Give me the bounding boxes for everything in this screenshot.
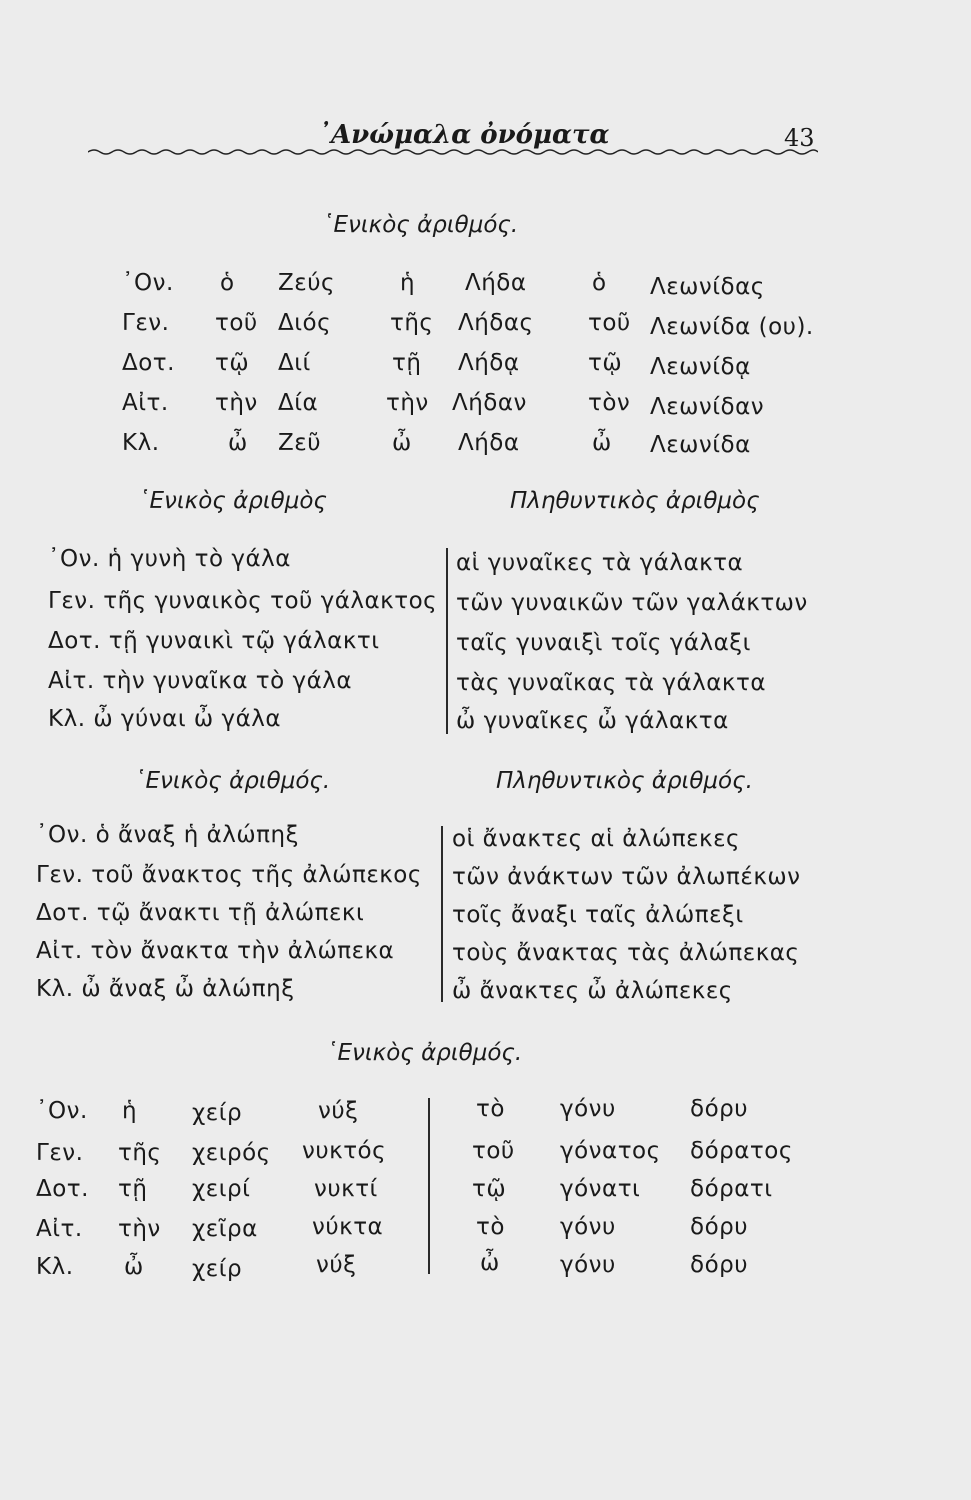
article: τὴν [215,390,258,416]
noun-form: δόρυ [690,1252,749,1278]
noun-form: νύκτα [312,1214,384,1240]
article: ἡ [400,270,416,296]
paradigm-row: ταῖς γυναιξὶ τοῖς γάλαξι [456,630,751,656]
noun-form: Λεωνίδα [650,432,751,458]
section2-heading-plural: Πληθυντικὸς ἀριθμὸς [510,488,760,514]
article: ὦ [124,1254,144,1280]
case-label: Αἰτ. [36,1216,83,1242]
noun-form: χειρί [192,1176,251,1202]
paradigm-row: τὰς γυναῖκας τὰ γάλακτα [456,670,766,696]
paradigm-row: Δοτ. τῇ γυναικὶ τῷ γάλακτι [48,628,380,654]
section1-heading: ῾Ενικὸς ἀριθμός. [322,212,519,238]
paradigm-row: ᾿Ον. ὁ ἄναξ ἡ ἀλώπηξ [36,822,299,848]
noun-form: δόρυ [690,1214,749,1240]
noun-form: Διός [278,310,332,336]
noun-form: νύξ [316,1252,357,1278]
noun-form: νύξ [318,1098,359,1124]
case-label: Κλ. [36,1254,74,1280]
article: τοῦ [472,1138,515,1164]
case-label: Γεν. [122,310,170,336]
article: ὦ [228,430,248,456]
case-label: Δοτ. [122,350,175,376]
noun-form: γόνυ [560,1096,616,1122]
noun-form: χείρ [192,1256,243,1282]
case-label: Αἰτ. [122,390,169,416]
paradigm-row: Αἰτ. τὸν ἄνακτα τὴν ἀλώπεκα [36,938,395,964]
noun-form: χειρός [192,1140,271,1166]
noun-form: Δία [278,390,319,416]
case-label: ᾿Ον. [122,270,174,296]
paradigm-row: ὦ γυναῖκες ὦ γάλακτα [456,708,729,734]
noun-form: γόνατος [560,1138,661,1164]
article: ὁ [592,270,607,296]
paradigm-row: τῶν γυναικῶν τῶν γαλάκτων [456,590,808,616]
noun-form: Λήδας [458,310,534,336]
article: ὦ [592,430,612,456]
paradigm-row: Δοτ. τῷ ἄνακτι τῇ ἀλώπεκι [36,900,365,926]
paradigm-row: τῶν ἀνάκτων τῶν ἀλωπέκων [452,864,801,890]
noun-form: Λήδαν [452,390,527,416]
noun-form: χεῖρα [192,1216,258,1242]
noun-form: νυκτός [302,1138,387,1164]
article: τὸν [588,390,631,416]
paradigm-row: ᾿Ον. ἡ γυνὴ τὸ γάλα [48,546,291,572]
noun-form: Λεωνίδα (ου). [650,314,814,340]
noun-form: Ζεῦ [278,430,321,456]
article: τὴν [118,1216,161,1242]
noun-form: Λεωνίδας [650,274,765,300]
article: τοῦ [588,310,631,336]
article: τῆς [118,1140,162,1166]
paradigm-row: τοὺς ἄνακτας τὰς ἀλώπεκας [452,940,800,966]
paradigm-row: Αἰτ. τὴν γυναῖκα τὸ γάλα [48,668,353,694]
noun-form: δόρατι [690,1176,773,1202]
paradigm-row: τοῖς ἄναξι ταῖς ἀλώπεξι [452,902,744,928]
article: τῷ [215,350,250,376]
article: ὦ [392,430,412,456]
article: ὦ [480,1250,500,1276]
section2-heading-singular: ῾Ενικὸς ἀριθμὸς [138,488,327,514]
noun-form: Λεωνίδαν [650,394,765,420]
section3-heading-singular: ῾Ενικὸς ἀριθμός. [134,768,331,794]
noun-form: Λεωνίδᾳ [650,354,751,380]
section3-heading-plural: Πληθυντικὸς ἀριθμός. [496,768,753,794]
article: τῷ [588,350,623,376]
article: τῇ [118,1176,148,1202]
article: τοῦ [215,310,258,336]
noun-form: χείρ [192,1100,243,1126]
paradigm-row: οἱ ἄνακτες αἱ ἀλώπεκες [452,826,741,852]
paradigm-row: ὦ ἄνακτες ὦ ἀλώπεκες [452,978,733,1004]
column-divider [441,826,443,1002]
page-number: 43 [784,124,815,152]
noun-form: Λήδα [458,430,520,456]
paradigm-row: Γεν. τῆς γυναικὸς τοῦ γάλακτος [48,588,438,614]
noun-form: Ζεύς [278,270,335,296]
case-label: Δοτ. [36,1176,89,1202]
header-wavy-rule [88,148,818,156]
noun-form: Λήδᾳ [458,350,520,376]
article: τὸ [476,1214,505,1240]
noun-form: γόνυ [560,1252,616,1278]
article: ἡ [122,1098,138,1124]
article: τὴν [386,390,429,416]
noun-form: δόρυ [690,1096,749,1122]
case-label: ᾿Ον. [36,1098,88,1124]
article: τὸ [476,1096,505,1122]
noun-form: γόνυ [560,1214,616,1240]
column-divider [428,1098,430,1274]
article: ὁ [220,270,235,296]
paradigm-row: Κλ. ὦ γύναι ὦ γάλα [48,706,282,732]
noun-form: δόρατος [690,1138,793,1164]
article: τῷ [472,1176,507,1202]
noun-form: γόνατι [560,1176,641,1202]
article: τῆς [390,310,434,336]
column-divider [446,548,448,734]
article: τῇ [392,350,422,376]
noun-form: Διί [278,350,311,376]
paradigm-row: Γεν. τοῦ ἄνακτος τῆς ἀλώπεκος [36,862,422,888]
running-title: ᾿Ανώμαλα ὀνόματα [318,120,610,150]
case-label: Γεν. [36,1140,84,1166]
noun-form: Λήδα [465,270,527,296]
paradigm-row: αἱ γυναῖκες τὰ γάλακτα [456,550,744,576]
case-label: Κλ. [122,430,160,456]
paradigm-row: Κλ. ὦ ἄναξ ὦ ἀλώπηξ [36,976,295,1002]
noun-form: νυκτί [314,1176,378,1202]
section4-heading: ῾Ενικὸς ἀριθμός. [326,1040,523,1066]
